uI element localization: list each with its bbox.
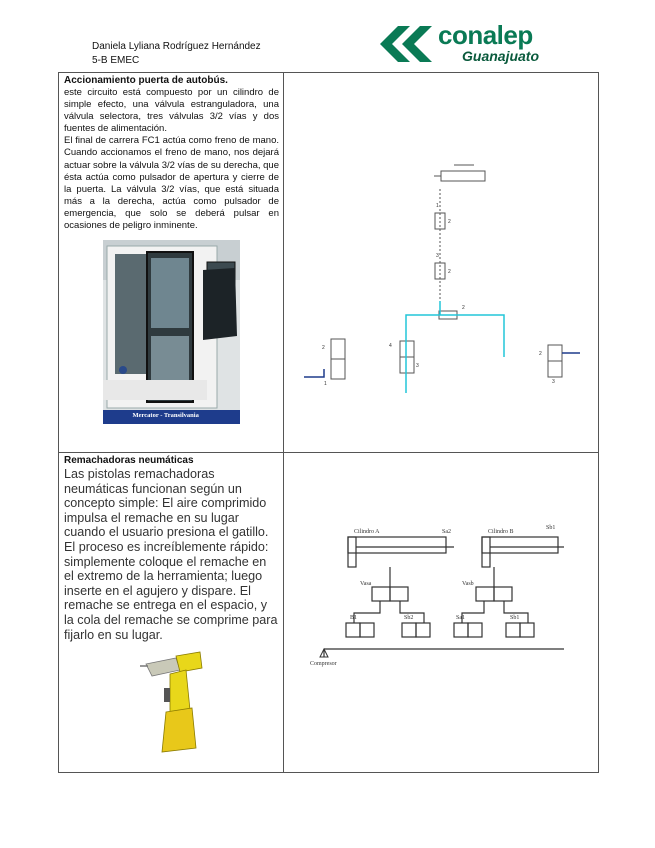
label-va: Vasa xyxy=(360,581,372,587)
svg-text:2: 2 xyxy=(322,345,325,351)
riveter-pneumatic-diagram xyxy=(284,453,599,767)
author-group: 5-B EMEC xyxy=(92,55,140,66)
svg-text:1: 1 xyxy=(324,381,327,387)
label-cyl-a: Cilindro A xyxy=(354,529,380,535)
svg-text:4: 4 xyxy=(389,343,392,349)
label-b1: B1 xyxy=(350,615,358,621)
svg-text:3: 3 xyxy=(416,363,419,369)
label-vb: Vasb xyxy=(462,581,474,587)
label-compressor: Compresor xyxy=(310,661,337,667)
bus-door-pneumatic-diagram xyxy=(284,73,599,447)
label-sb2: Sb2 xyxy=(404,615,414,621)
bus-door-photo xyxy=(103,240,240,424)
logo-subtitle-text: Guanajuato xyxy=(462,48,540,64)
rivet-gun-photo xyxy=(136,648,206,760)
label-sb1-top: Sb1 xyxy=(546,525,556,531)
svg-text:1: 1 xyxy=(436,203,439,209)
author-name: Daniela Lyliana Rodríguez Hernández xyxy=(92,41,261,52)
conalep-logo xyxy=(376,18,576,70)
svg-text:3: 3 xyxy=(552,379,555,385)
table-row-riveters xyxy=(59,453,599,773)
svg-text:2: 2 xyxy=(462,305,465,311)
section2-paragraph: Las pistolas remachadoras neumáticas funcionan según un concepto simple: El aire comprimido impulsa el remache en su lugar cuando el usuario presiona el gatillo. El proceso es increíblemente rápido: simplemente coloque el remache en el extremo de la herramienta; luego inserte en el agujero y dispare. El remache se entrega en el espacio, y la cola del remache se comprime para fijarlo en su lugar. xyxy=(64,467,278,642)
svg-text:2: 2 xyxy=(448,269,451,275)
bus-door-diagram-cell xyxy=(284,73,599,453)
section1-title: Accionamiento puerta de autobús. xyxy=(64,75,228,86)
document-header-author xyxy=(92,40,261,68)
bus-door-text-cell xyxy=(59,73,284,453)
conalep-emblem-icon xyxy=(376,22,436,66)
section1-paragraph2: El final de carrera FC1 actúa como freno de mano. Cuando accionamos el freno de mano, nos dejará actuar sobre la válvula 3/2 vías de su derecha, que ésta actúa como pulsador de apertura y cierre de la puerta. La válvula 3/2 vías, que está situada más a la derecha, actúa como pulsador de emergencia, que solo se deberá pulsar en ocasiones de peligro inminente. xyxy=(64,135,279,232)
svg-text:2: 2 xyxy=(448,219,451,225)
content-table xyxy=(58,72,599,773)
riveters-text-cell xyxy=(59,453,284,773)
riveters-diagram-cell xyxy=(284,453,599,773)
svg-text:3: 3 xyxy=(436,253,439,259)
label-sa1: Sa1 xyxy=(456,615,465,621)
section2-title: Remachadoras neumáticas xyxy=(64,455,194,466)
label-cyl-b: Cilindro B xyxy=(488,529,514,535)
photo-caption: Mercator - Transilvania xyxy=(132,412,199,420)
label-sb1-bottom: Sb1 xyxy=(510,615,520,621)
svg-text:2: 2 xyxy=(539,351,542,357)
section1-paragraph1: este circuito está compuesto por un cilindro de simple efecto, una válvula estranguladora, una válvula selectora, tres válvulas 3/2 vías y dos fuentes de alimentación. xyxy=(64,87,279,135)
label-sa2: Sa2 xyxy=(442,529,451,535)
logo-brand-text: conalep xyxy=(438,20,533,50)
table-row-bus-door xyxy=(59,73,599,453)
